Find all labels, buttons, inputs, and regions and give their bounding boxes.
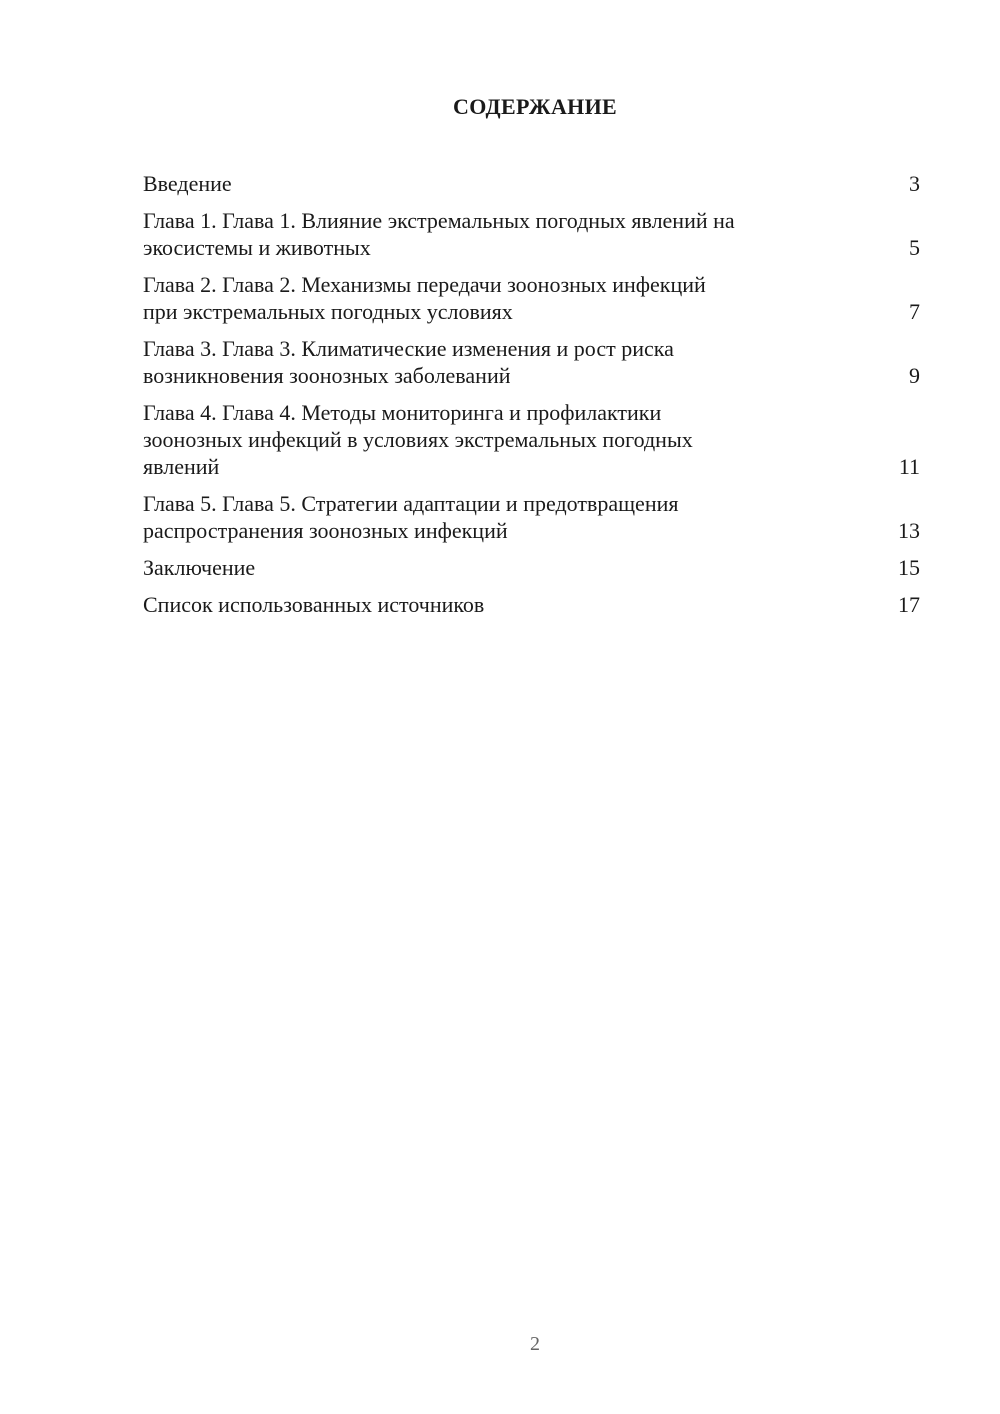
- toc-entry-page: 9: [909, 363, 920, 388]
- toc-entry-page: 3: [909, 171, 920, 196]
- toc-entry-line: зоонозных инфекций в условиях экстремальных погодных: [143, 427, 693, 452]
- toc-entry-title: [143, 490, 890, 544]
- toc-entry-title: [143, 591, 890, 618]
- toc-entry-chapter-2[interactable]: [143, 271, 920, 325]
- toc-entry-title: [143, 554, 890, 581]
- toc-entry-line: Введение: [143, 171, 232, 196]
- toc-entry-chapter-5[interactable]: [143, 490, 920, 544]
- toc-entry-page: 13: [898, 518, 920, 543]
- toc-entry-references[interactable]: [143, 591, 920, 618]
- toc-entry-page: 17: [898, 592, 920, 617]
- toc-entry-introduction[interactable]: [143, 170, 920, 197]
- page-number: 2: [530, 1333, 540, 1355]
- toc-entry-title: [143, 170, 890, 197]
- toc-entry-line: Глава 5. Глава 5. Стратегии адаптации и предотвращения: [143, 491, 679, 516]
- toc-entry-page: 15: [898, 555, 920, 580]
- toc-entry-chapter-1[interactable]: [143, 207, 920, 261]
- table-of-contents: [143, 170, 920, 628]
- toc-entry-title: [143, 207, 890, 261]
- toc-entry-title: [143, 399, 890, 480]
- toc-entry-line: распространения зоонозных инфекций: [143, 518, 508, 543]
- toc-entry-line: Глава 3. Глава 3. Климатические изменения и рост риска: [143, 336, 674, 361]
- toc-entry-page: 7: [909, 299, 920, 324]
- toc-entry-line: при экстремальных погодных условиях: [143, 299, 513, 324]
- toc-entry-conclusion[interactable]: [143, 554, 920, 581]
- toc-entry-line: экосистемы и животных: [143, 235, 371, 260]
- toc-entry-line: явлений: [143, 454, 220, 479]
- toc-entry-title: [143, 335, 890, 389]
- toc-entry-chapter-4[interactable]: [143, 399, 920, 480]
- toc-entry-line: Глава 4. Глава 4. Методы мониторинга и профилактики: [143, 400, 662, 425]
- page-title: СОДЕРЖАНИЕ: [453, 94, 617, 119]
- toc-entry-page: 11: [898, 454, 920, 479]
- toc-entry-line: Глава 1. Глава 1. Влияние экстремальных погодных явлений на: [143, 208, 735, 233]
- toc-entry-line: Список использованных источников: [143, 592, 485, 617]
- toc-entry-chapter-3[interactable]: [143, 335, 920, 389]
- toc-entry-line: Глава 2. Глава 2. Механизмы передачи зоонозных инфекций: [143, 272, 706, 297]
- toc-entry-page: 5: [909, 235, 920, 260]
- toc-entry-line: Заключение: [143, 555, 256, 580]
- toc-entry-title: [143, 271, 890, 325]
- toc-entry-line: возникновения зоонозных заболеваний: [143, 363, 511, 388]
